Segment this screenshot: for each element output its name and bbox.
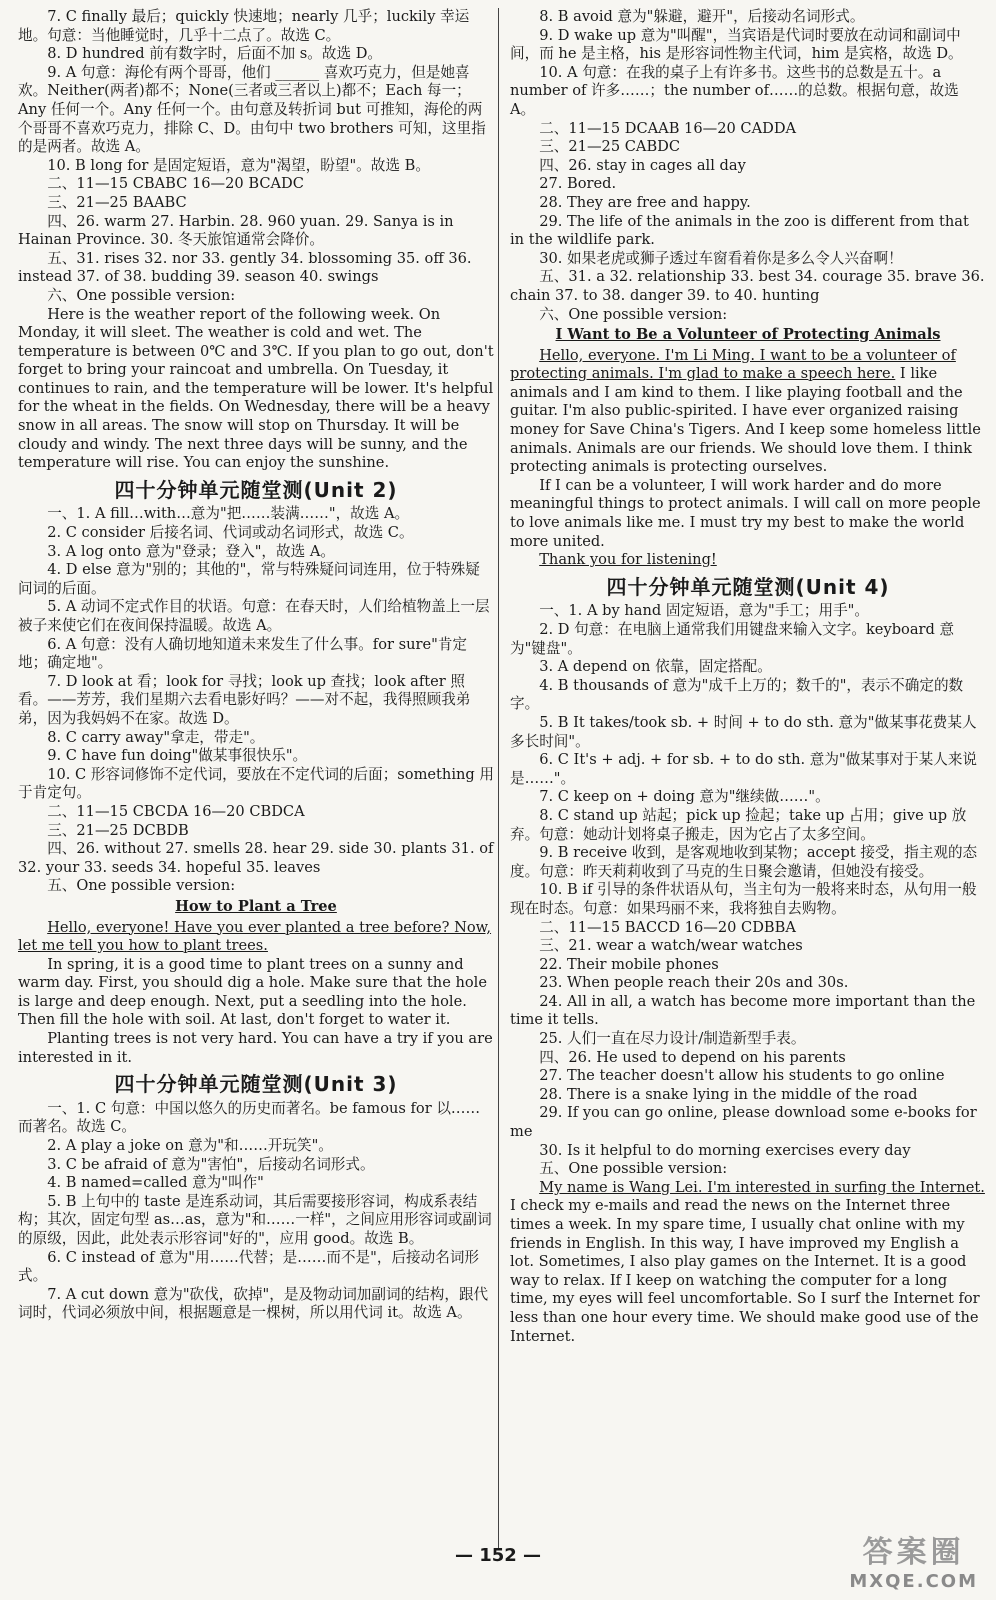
column-divider	[498, 8, 499, 1548]
answer-item: 28. There is a snake lying in the middle of the road	[539, 1085, 918, 1103]
unit1-tail-items	[18, 8, 494, 306]
unit2-essay-title: How to Plant a Tree	[175, 897, 337, 915]
answer-item: 9. D wake up 意为"叫醒"，当宾语是代词时要放在动词和副词中间，而 he 是主格，his 是形容词性物主代词，him 是宾格，故选 D。	[510, 26, 963, 63]
unit3-essay-intro: Hello, everyone. I'm Li Ming. I want to be a volunteer of protecting animals. I'm glad to make a speech here.	[510, 346, 956, 383]
answer-item: 五、One possible version:	[539, 1160, 728, 1178]
answer-item: 8. D hundred 前有数字时，后面不加 s。故选 D。	[47, 45, 383, 63]
answer-item: 8. C carry away"拿走，带走"。	[47, 728, 265, 746]
answer-item: 四、26. stay in cages all day	[539, 156, 746, 174]
answer-item: 三、21—25 DCBDB	[47, 821, 189, 839]
unit3-essay-paragraph	[510, 347, 986, 477]
unit2-essay-paragraph: Planting trees is not very hard. You can have a try if you are interested in it.	[18, 1030, 493, 1066]
answer-item: 4. B named=called 意为"叫作"	[47, 1174, 264, 1192]
answer-item: 二、11—15 CBABC 16—20 BCADC	[47, 175, 304, 193]
answer-item: 四、26. warm 27. Harbin. 28. 960 yuan. 29. Sanya is in Hainan Province. 30. 冬天旅馆通常会降价。	[18, 212, 454, 249]
answer-item: 6. A 句意：没有人确切地知道未来发生了什么事。for sure"肯定地；确定地"。	[18, 635, 468, 672]
unit3-essay-paragraph: If I can be a volunteer, I will work harder and do more meaningful things to protect animals. I will call on more people to love animals like me. I must try my best to make the world more united.	[510, 476, 981, 550]
answer-item: 3. C be afraid of 意为"害怕"，后接动名词形式。	[47, 1155, 375, 1173]
answer-item: 三、21—25 CABDC	[539, 138, 681, 156]
answer-item: 6. C instead of 意为"用……代替；是……而不是"，后接动名词形式。	[18, 1248, 480, 1285]
answer-item: 2. A play a joke on 意为"和……开玩笑"。	[47, 1137, 333, 1155]
page-number: — 152 —	[454, 1545, 542, 1566]
watermark-brand: 答案圈	[862, 1535, 965, 1570]
watermark	[849, 1527, 978, 1592]
answer-item: 五、One possible version:	[47, 877, 236, 895]
unit3-essay-title: I Want to Be a Volunteer of Protecting Animals	[555, 326, 941, 344]
answer-item: 10. B long for 是固定短语，意为"渴望，盼望"。故选 B。	[47, 156, 430, 174]
answer-item: 五、31. rises 32. nor 33. gently 34. blossoming 35. off 36. instead 37. of 38. budding 39. season 40. swings	[18, 249, 472, 286]
answer-item: 9. B receive 收到，是客观地收到某物；accept 接受，指主观的态度。句意：昨天莉莉收到了马克的生日聚会邀请，但她没有接受。	[510, 844, 978, 880]
answer-item: 2. D 句意：在电脑上通常我们用键盘来输入文字。keyboard 意为"键盘"。	[510, 621, 955, 657]
answer-item: 四、26. without 27. smells 28. hear 29. side 30. plants 31. of 32. your 33. seeds 34. hopeful 35. leaves	[18, 840, 494, 876]
answer-item: 3. A depend on 依靠，固定搭配。	[539, 658, 772, 676]
answer-item: 10. C 形容词修饰不定代词，要放在不定代词的后面；something 用于肯定句。	[18, 765, 494, 802]
unit3-items	[18, 1100, 494, 1323]
answer-item: 27. Bored.	[539, 175, 617, 193]
answer-item: 二、11—15 CBCDA 16—20 CBDCA	[47, 802, 305, 820]
answer-item: 8. B avoid 意为"躲避，避开"，后接动名词形式。	[539, 8, 865, 25]
answer-item: 24. All in all, a watch has become more important than the time it tells.	[510, 992, 976, 1029]
answer-item: 四、26. He used to depend on his parents	[539, 1048, 846, 1066]
answer-item: 23. When people reach their 20s and 30s.	[539, 974, 849, 992]
unit3-essay-closing: Thank you for listening!	[539, 551, 717, 569]
watermark-site: MXQE.COM	[849, 1571, 978, 1592]
answer-item: 六、One possible version:	[47, 286, 236, 304]
unit4-heading: 四十分钟单元随堂测(Unit 4)	[606, 574, 890, 599]
left-column	[18, 8, 494, 1323]
unit3-essay-body: I like animals and I am kind to them. I like playing football and the guitar. I'm also public-spirited. I have ever organized raising money for Save China's Tigers. And I keep some homeless little animals. Animals are our friends. We should love them. I think protecting animals is protecting ourselves.	[510, 365, 981, 476]
answer-item: 29. The life of the animals in the zoo is different from that in the wildlife park.	[510, 212, 969, 249]
answer-item: 5. B It takes/took sb. + 时间 + to do sth. 意为"做某事花费某人多长时间"。	[510, 713, 977, 750]
answer-item: 29. If you can go online, please download some e-books for me	[510, 1104, 977, 1141]
answer-item: 一、1. A fill…with…意为"把……装满……"，故选 A。	[47, 505, 410, 523]
answer-item: 28. They are free and happy.	[539, 193, 751, 211]
answer-item: 7. A cut down 意为"砍伐，砍掉"，是及物动词加副词的结构，跟代词时，代词必须放中间，根据题意是一棵树，所以用代词 it。故选 A。	[18, 1285, 489, 1322]
answer-item: 一、1. A by hand 固定短语，意为"手工；用手"。	[539, 602, 869, 620]
answer-item: 22. Their mobile phones	[539, 955, 719, 973]
answer-item: 9. A 句意：海伦有两个哥哥，他们 ______ 喜欢巧克力，但是她喜欢。Neither(两者)都不；None(三者或三者以上)都不；Each 每一；Any 任何一个。Any 任何一个。由句意及转折词 but 可推知，海伦的两个哥哥不喜欢巧克力，排除 C、D。由句中 two brothers 可知，这里指的是两者。故选 A。	[18, 63, 486, 156]
unit4-essay-body: I check my e-mails and read the news on the Internet three times a week. In my spare time, I usually chat online with my friends in English. In this way, I have improved my English a lot. Sometimes, I also play games on the Internet. It is a good way to relax. If I keep on watching the computer for a long time, my eyes will feel uncomfortable. So I surf the Internet for less than one hour every time. We should make good use of the Internet.	[510, 1197, 980, 1345]
answer-item: 2. C consider 后接名词、代词或动名词形式，故选 C。	[47, 524, 414, 542]
answer-item: 二、11—15 DCAAB 16—20 CADDA	[539, 119, 797, 137]
answer-item: 10. A 句意：在我的桌子上有许多书。这些书的总数是五十。a number of 许多……；the number of……的总数。根据句意，故选 A。	[510, 63, 959, 118]
answer-item: 30. Is it helpful to do morning exercises every day	[539, 1141, 911, 1159]
answer-item: 7. C keep on + doing 意为"继续做……"。	[539, 788, 830, 806]
answer-item: 三、21. wear a watch/wear watches	[539, 937, 803, 955]
answer-item: 6. C It's + adj. + for sb. + to do sth. 意为"做某事对于某人来说是……"。	[510, 751, 978, 787]
answer-item: 六、One possible version:	[539, 305, 728, 323]
answer-item: 4. D else 意为"别的；其他的"，常与特殊疑问词连用，位于特殊疑问词的后面。	[18, 561, 480, 597]
answer-item: 5. A 动词不定式作目的状语。句意：在春天时，人们给植物盖上一层被子来使它们在夜间保持温暖。故选 A。	[18, 598, 490, 634]
answer-item: 30. 如果老虎或狮子透过车窗看着你是多么令人兴奋啊！	[539, 249, 903, 267]
answer-item: 8. C stand up 站起；pick up 捡起；take up 占用；give up 放弃。句意：她动计划将桌子搬走，因为它占了太多空间。	[510, 806, 967, 843]
unit3-heading: 四十分钟单元随堂测(Unit 3)	[114, 1072, 398, 1097]
answer-item: 25. 人们一直在尽力设计/制造新型手表。	[539, 1030, 806, 1048]
answer-item: 7. C finally 最后；quickly 快速地；nearly 几乎；luckily 幸运地。句意：当他睡觉时，几乎十二点了。故选 C。	[18, 8, 470, 44]
right-column	[510, 8, 986, 1346]
answer-item: 五、31. a 32. relationship 33. best 34. courage 35. brave 36. chain 37. to 38. danger 39. to 40. hunting	[510, 268, 985, 304]
answer-item: 27. The teacher doesn't allow his students to go online	[539, 1067, 945, 1085]
unit4-items	[510, 602, 986, 1178]
unit2-heading: 四十分钟单元随堂测(Unit 2)	[114, 477, 398, 502]
unit4-essay-intro: My name is Wang Lei. I'm interested in surfing the Internet.	[539, 1178, 985, 1196]
answer-item: 4. B thousands of 意为"成千上万的；数千的"，表示不确定的数字。	[510, 676, 964, 713]
answer-item: 二、11—15 BACCD 16—20 CDBBA	[539, 918, 796, 936]
unit1-essay: Here is the weather report of the following week. On Monday, it will sleet. The weather is cold and wet. The temperature is between 0℃ and 3℃. If you plan to go out, don't forget to bring your raincoat and umbrella. On Tuesday, it continues to rain, and the temperature will be lower. It's helpful for the wheat in the fields. On Wednesday, there will be a heavy snow in all areas. The snow will stop on Thursday. It will be cloudy and windy. The next three days will be sunny, and the temperature will rise. You can enjoy the sunshine.	[18, 305, 494, 472]
unit2-items	[18, 505, 494, 895]
answer-item: 9. C have fun doing"做某事很快乐"。	[47, 747, 308, 765]
unit2-essay-intro: Hello, everyone! Have you ever planted a tree before? Now, let me tell you how to plant trees.	[18, 918, 492, 955]
answer-item: 5. B 上句中的 taste 是连系动词，其后需要接形容词，构成系表结构；其次，固定句型 as…as，意为"和……一样"，之间应用形容词或副词的原级，因此，此处表示形容词"好的"，应用 good。故选 B。	[18, 1192, 492, 1247]
answer-item: 一、1. C 句意：中国以悠久的历史而著名。be famous for 以……而著名。故选 C。	[18, 1099, 481, 1136]
answer-item: 3. A log onto 意为"登录；登入"，故选 A。	[47, 542, 335, 560]
answer-item: 7. D look at 看；look for 寻找；look up 查找；look after 照看。——芳芳，我们星期六去看电影好吗？——对不起，我得照顾我弟弟，因为我妈妈不在家。故选 D。	[18, 672, 471, 727]
answer-item: 10. B if 引导的条件状语从句，当主句为一般将来时态，从句用一般现在时态。句意：如果玛丽不来，我将独自去购物。	[510, 881, 977, 917]
unit2-essay-paragraph: In spring, it is a good time to plant trees on a sunny and warm day. First, you should dig a hole. Make sure that the hole is large and deep enough. Next, put a seedling into the hole. Then fill the hole with soil. At last, don't forget to water it.	[18, 955, 487, 1029]
unit4-essay-paragraph	[510, 1179, 986, 1346]
answer-item: 三、21—25 BAABC	[47, 193, 187, 211]
unit3-items-continued	[510, 8, 986, 324]
